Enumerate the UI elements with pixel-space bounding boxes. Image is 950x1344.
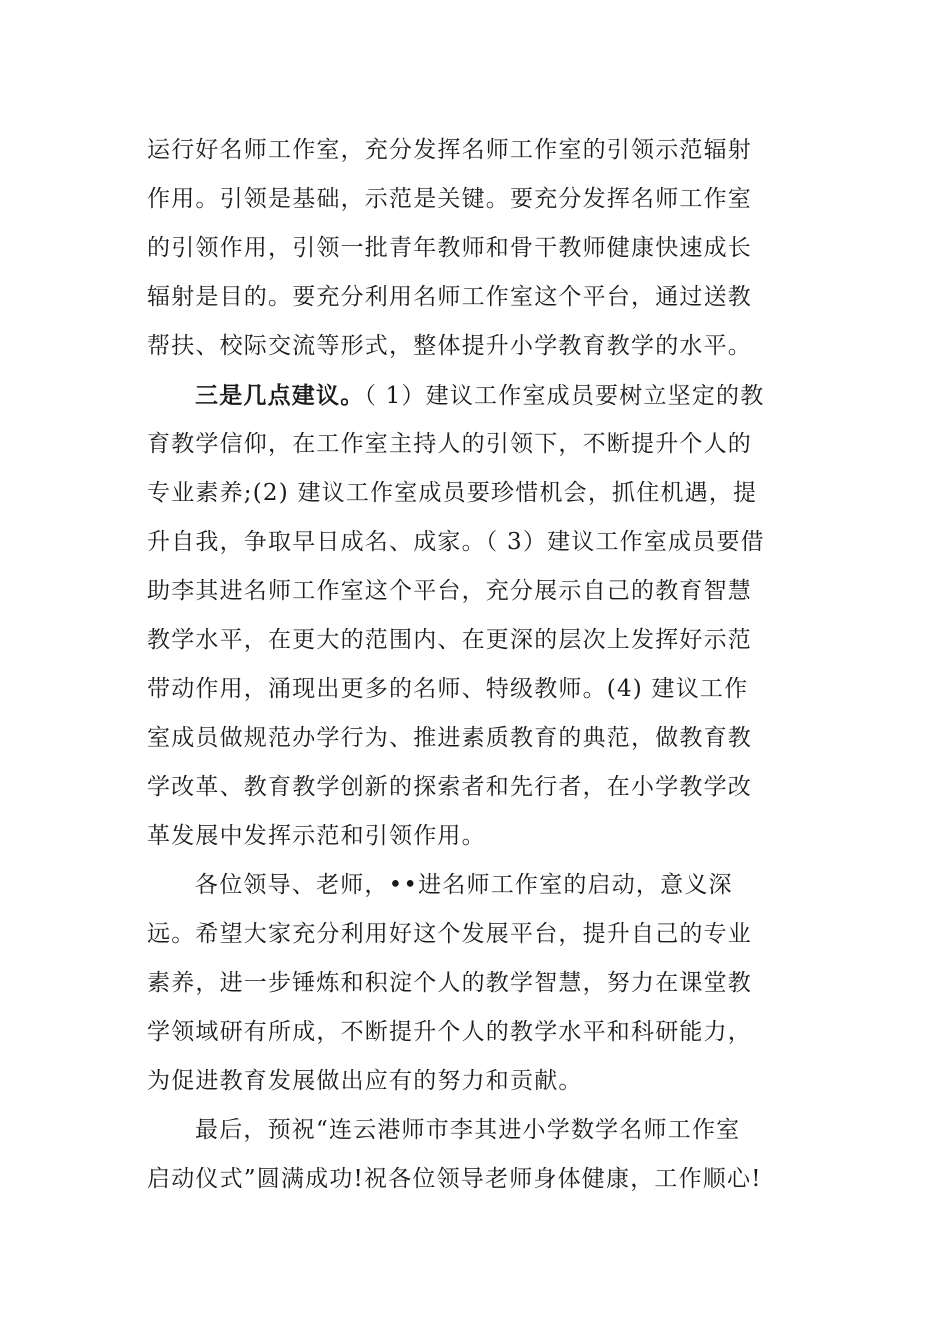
text-line bbox=[147, 371, 807, 420]
text-line: 各位领导、老师，••进名师工作室的启动，意义深 bbox=[195, 872, 733, 898]
text-line: 专业素养;(2) 建议工作室成员要珍惜机会，抓住机遇，提 bbox=[147, 480, 758, 506]
text-line: 运行好名师工作室，充分发挥名师工作室的引领示范辐射 bbox=[147, 137, 752, 163]
text-line: 帮扶、校际交流等形式，整体提升小学教育教学的水平。 bbox=[147, 333, 752, 359]
text-line: 远。希望大家充分利用好这个发展平台，提升自己的专业 bbox=[147, 921, 752, 947]
text-line: 学领域研有所成，不断提升个人的教学水平和科研能力， bbox=[147, 1019, 752, 1045]
paragraph-2 bbox=[147, 371, 807, 861]
text-line: 室成员做规范办学行为、推进素质教育的典范，做教育教 bbox=[147, 725, 752, 751]
text-line: 革发展中发挥示范和引领作用。 bbox=[147, 823, 486, 849]
section-heading: 三是几点建议。 bbox=[195, 382, 365, 409]
text-line: 最后，预祝“连云港师市李其进小学数学名师工作室 bbox=[195, 1117, 741, 1143]
text-line: 育教学信仰，在工作室主持人的引领下，不断提升个人的 bbox=[147, 431, 752, 457]
document-body bbox=[147, 126, 807, 1204]
text-segment: （ 1）建议工作室成员要树立坚定的教 bbox=[364, 383, 765, 409]
text-line: 的引领作用，引领一批青年教师和骨干教师健康快速成长 bbox=[147, 235, 752, 261]
text-line: 素养，进一步锤炼和积淀个人的教学智慧，努力在课堂教 bbox=[147, 970, 752, 996]
text-line: 启动仪式”圆满成功!祝各位领导老师身体健康，工作顺心! bbox=[147, 1166, 762, 1192]
text-line: 辐射是目的。要充分利用名师工作室这个平台，通过送教 bbox=[147, 284, 752, 310]
text-line: 学改革、教育教学创新的探索者和先行者，在小学教学改 bbox=[147, 774, 752, 800]
text-line: 助李其进名师工作室这个平台，充分展示自己的教育智慧 bbox=[147, 578, 752, 604]
paragraph-4 bbox=[147, 1106, 807, 1204]
text-line: 带动作用，涌现出更多的名师、特级教师。(4) 建议工作 bbox=[147, 676, 749, 702]
text-line: 作用。引领是基础，示范是关键。要充分发挥名师工作室 bbox=[147, 186, 752, 212]
text-line: 为促进教育发展做出应有的努力和贡献。 bbox=[147, 1068, 583, 1094]
paragraph-3 bbox=[147, 861, 807, 1106]
text-line: 升自我，争取早日成名、成家。（ 3）建议工作室成员要借 bbox=[147, 529, 765, 555]
text-line: 教学水平，在更大的范围内、在更深的层次上发挥好示范 bbox=[147, 627, 752, 653]
paragraph-1 bbox=[147, 126, 807, 371]
